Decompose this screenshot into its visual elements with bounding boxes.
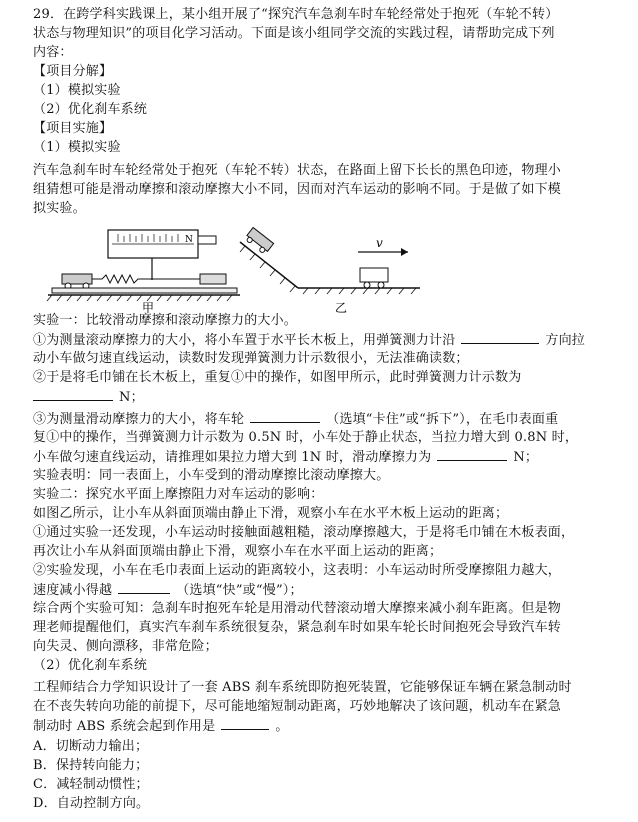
- question-line: （2）优化刹车系统: [33, 658, 148, 673]
- question-line: [33, 717, 629, 736]
- section-heading: 【项目分解】: [33, 64, 113, 79]
- question-text: 方向拉: [545, 333, 586, 348]
- question-line: ②于是将毛巾铺在长木板上，重复①中的操作，如图甲所示，此时弹簧测力计示数为: [33, 370, 522, 385]
- question-line: [33, 581, 629, 600]
- question-line: 复①中的操作，当弹簧测力计示数为 0.5N 时，小车处于静止状态，当拉力增大到 0.8N 时，: [33, 430, 579, 445]
- question-line: 如图乙所示，让小车从斜面顶端由静止下滑，观察小车在水平木板上运动的距离；: [33, 506, 509, 521]
- answer-blank-1[interactable]: [461, 331, 539, 344]
- question-line: 实验表明：同一表面上，小车受到的滑动摩擦比滚动摩擦大。: [33, 468, 390, 483]
- question-line: 29．在跨学科实践课上，某小组开展了“探究汽车急刹车时车轮经常处于抱死（车轮不转）: [33, 7, 559, 22]
- question-line: 实验二：探究水平面上摩擦阻力对车运动的影响：: [33, 487, 324, 502]
- question-line: 拟实验。: [33, 201, 86, 216]
- question-line: 向失灵、侧向漂移，非常危险；: [33, 639, 218, 654]
- question-line: ②实验发现，小车在毛巾表面上运动的距离较小，这表明：小车运动时所受摩擦阻力越大，: [33, 563, 562, 578]
- question-line: [33, 388, 629, 407]
- experiment-figure: [40, 222, 470, 314]
- figure-yi: [240, 228, 420, 314]
- question-text: 小车做匀速直线运动，请推理如果拉力增大到 1N 时，滑动摩擦力为: [33, 450, 432, 465]
- question-line: 动小车做匀速直线运动，读数时发现弹簧测力计示数很小，无法准确读数；: [33, 351, 469, 366]
- question-line: ①通过实验一还发现，小车运动时接触面越粗糙，滚动摩擦越大，于是将毛巾铺在木板表面，: [33, 525, 575, 540]
- option-c[interactable]: C．减轻制动惯性；: [33, 777, 149, 792]
- answer-blank-2[interactable]: [33, 388, 113, 401]
- question-line: 在不丧失转向功能的前提下，尽可能地缩短制动距离，巧妙地解决了该问题，机动车在紧急: [33, 699, 562, 714]
- question-line: （1）模拟实验: [33, 83, 121, 98]
- question-line: 组猜想可能是滑动摩擦和滚动摩擦大小不同，因而对汽车运动的影响不同。于是做了如下模: [33, 182, 562, 197]
- answer-blank-4[interactable]: [437, 448, 507, 461]
- question-line: 汽车急刹车时车轮经常处于抱死（车轮不转）状态，在路面上留下长长的黑色印迹，物理小: [33, 163, 562, 178]
- question-text: ③为测量滑动摩擦力的大小，将车轮: [33, 412, 245, 427]
- question-line: 实验一：比较滑动摩擦和滚动摩擦力的大小。: [33, 313, 298, 328]
- option-b[interactable]: B．保持转向能力；: [33, 758, 149, 773]
- option-d[interactable]: D．自动控制方向。: [33, 796, 150, 811]
- question-text: （选填“卡住”或“拆下”），在毛巾表面重: [326, 412, 559, 427]
- figure-label-yi: 乙: [335, 301, 348, 314]
- section-heading: 【项目实施】: [33, 121, 113, 136]
- question-text: N；: [513, 450, 539, 465]
- answer-blank-3[interactable]: [250, 410, 320, 423]
- answer-blank-5[interactable]: [118, 581, 170, 594]
- newton-label: N: [185, 235, 193, 245]
- question-line: [33, 448, 629, 467]
- figure-jia: [47, 230, 240, 314]
- question-line: 工程师结合力学知识设计了一套 ABS 刹车系统即防抱死装置，它能够保证车辆在紧急制动时: [33, 680, 572, 695]
- question-text: 制动时 ABS 系统会起到作用是: [33, 719, 216, 734]
- velocity-label: v: [376, 236, 383, 250]
- question-text: N；: [119, 390, 144, 405]
- figure-label-jia: 甲: [142, 301, 155, 314]
- question-line: （1）模拟实验: [33, 140, 121, 155]
- question-line: 状态与物理知识”的项目化学习活动。下面是该小组同学交流的实践过程，请帮助完成下列: [33, 26, 555, 41]
- answer-blank-6[interactable]: [221, 717, 269, 730]
- question-line: 再次让小车从斜面顶端由静止下滑，观察小车在水平面上运动的距离；: [33, 544, 443, 559]
- question-text: ①为测量滚动摩擦力的大小，将小车置于水平长木板上，用弹簧测力计沿: [33, 333, 456, 348]
- question-text: 。: [275, 719, 289, 734]
- question-line: 内容：: [33, 45, 73, 60]
- question-text: （选填“快”或“慢”）；: [176, 583, 303, 598]
- question-line: 综合两个实验可知：急刹车时抱死车轮是用滑动代替滚动增大摩擦来减小刹车距离。但是物: [33, 601, 562, 616]
- option-a[interactable]: A．切断动力输出；: [33, 739, 149, 754]
- question-line: 理老师提醒他们，真实汽车刹车系统很复杂，紧急刹车时如果车轮长时间抱死会导致汽车转: [33, 620, 562, 635]
- question-text: 速度减小得越: [33, 583, 113, 598]
- question-line: （2）优化刹车系统: [33, 102, 148, 117]
- question-line: [33, 410, 629, 429]
- question-line: [33, 331, 629, 350]
